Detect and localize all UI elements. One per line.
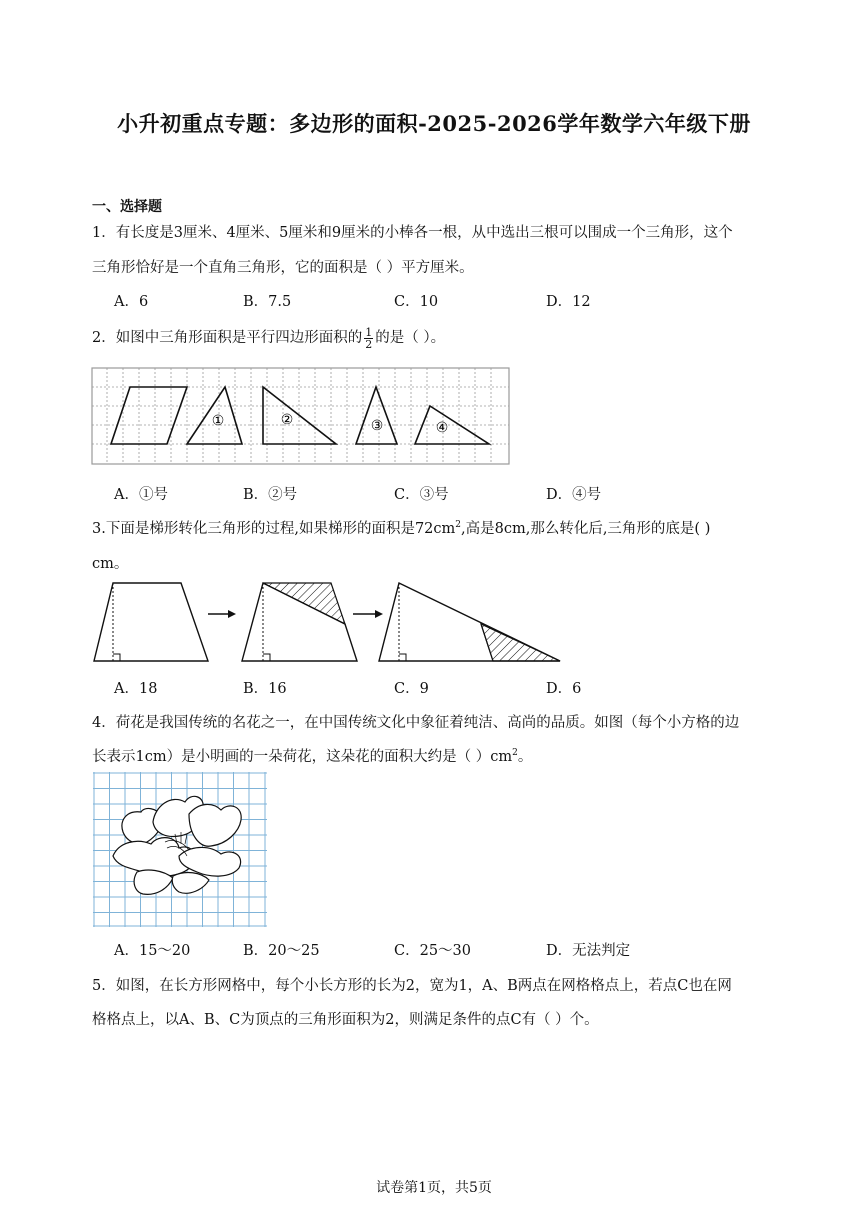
page-footer: 试卷第1页，共5页 [376, 1180, 492, 1196]
q2-text-before: 2．如图中三角形面积是平行四边形面积的 [92, 330, 363, 346]
q2-option-a[interactable]: A．①号 [114, 487, 168, 503]
q2-grid-figure [91, 367, 510, 465]
q2-frac-num: 1 [365, 325, 373, 339]
q3-right-angle-2 [263, 654, 270, 661]
q3-option-a[interactable]: A．18 [114, 681, 158, 697]
q4-line2-a: 长表示1cm）是小明画的一朵荷花，这朵花的面积大约是（ ）cm [92, 749, 513, 765]
q3-option-c[interactable]: C．9 [394, 681, 429, 697]
q3-arrow-1-head [228, 610, 236, 618]
q1-option-b[interactable]: B．7.5 [243, 294, 292, 310]
q3-right-angle-3 [399, 654, 406, 661]
q1-option-d[interactable]: D．12 [546, 294, 591, 310]
q3-option-b[interactable]: B．16 [243, 681, 287, 697]
q4-option-b[interactable]: B．20～25 [243, 943, 320, 959]
q1-line2: 三角形恰好是一个直角三角形，它的面积是（ ）平方厘米。 [92, 260, 474, 276]
q1-option-a[interactable]: A．6 [114, 294, 149, 310]
q3-right-angle-1 [113, 654, 120, 661]
q3-line1-a: 3.下面是梯形转化三角形的过程,如果梯形的面积是72cm [92, 521, 456, 537]
q2-fraction [364, 327, 373, 350]
q3-line1 [92, 517, 710, 538]
q4-option-c[interactable]: C．25～30 [394, 943, 471, 959]
q4-line2 [92, 745, 532, 766]
q3-option-d[interactable]: D．6 [546, 681, 582, 697]
q2-text-after: 的是（ ）。 [375, 330, 446, 346]
q1-line1: 1．有长度是3厘米、4厘米、5厘米和9厘米的小棒各一根，从中选出三根可以围成一个三角形，这个 [92, 225, 733, 241]
q2-triangle-3 [356, 387, 397, 444]
q4-option-a[interactable]: A．15～20 [114, 943, 191, 959]
q2-option-b[interactable]: B．②号 [243, 487, 298, 503]
q3-line1-b: ,高是8cm,那么转化后,三角形的底是( ) [461, 521, 711, 537]
q4-option-d[interactable]: D．无法判定 [546, 943, 631, 959]
q1-option-c[interactable]: C．10 [394, 294, 439, 310]
q2-parallelogram [111, 387, 187, 444]
q2-option-d[interactable]: D．④号 [546, 487, 602, 503]
q2-label-3: ③ [370, 418, 384, 434]
q2-label-1: ① [211, 413, 225, 429]
q2-label-4: ④ [435, 420, 449, 436]
q4-lotus-figure [93, 772, 267, 927]
q3-trapezoid [94, 583, 208, 661]
q2-triangle-2 [263, 387, 336, 444]
q2-stem [92, 326, 445, 350]
page-title: 小升初重点专题：多边形的面积-2025-2026学年数学六年级下册 [117, 111, 751, 136]
q3-line1-sup: 2 [455, 520, 461, 531]
q3-line2: cm。 [92, 556, 129, 572]
q3-arrow-2-head [375, 610, 383, 618]
q4-line2-sup: 2 [512, 748, 518, 759]
q5-line2: 格格点上，以A、B、C为顶点的三角形面积为2，则满足条件的点C有（ ）个。 [92, 1012, 599, 1028]
q2-option-c[interactable]: C．③号 [394, 487, 449, 503]
q3-figure [90, 578, 565, 666]
q4-lotus [113, 796, 241, 894]
q2-frac-den: 2 [365, 337, 373, 351]
q5-line1: 5．如图，在长方形网格中，每个小长方形的长为2，宽为1，A、B两点在网格格点上，若点C也在网 [92, 978, 732, 994]
q2-label-2: ② [280, 412, 294, 428]
q4-line1: 4．荷花是我国传统的名花之一，在中国传统文化中象征着纯洁、高尚的品质。如图（每个小方格的边 [92, 715, 740, 731]
q4-line2-b: 。 [517, 749, 533, 765]
section-heading: 一、选择题 [92, 199, 162, 215]
